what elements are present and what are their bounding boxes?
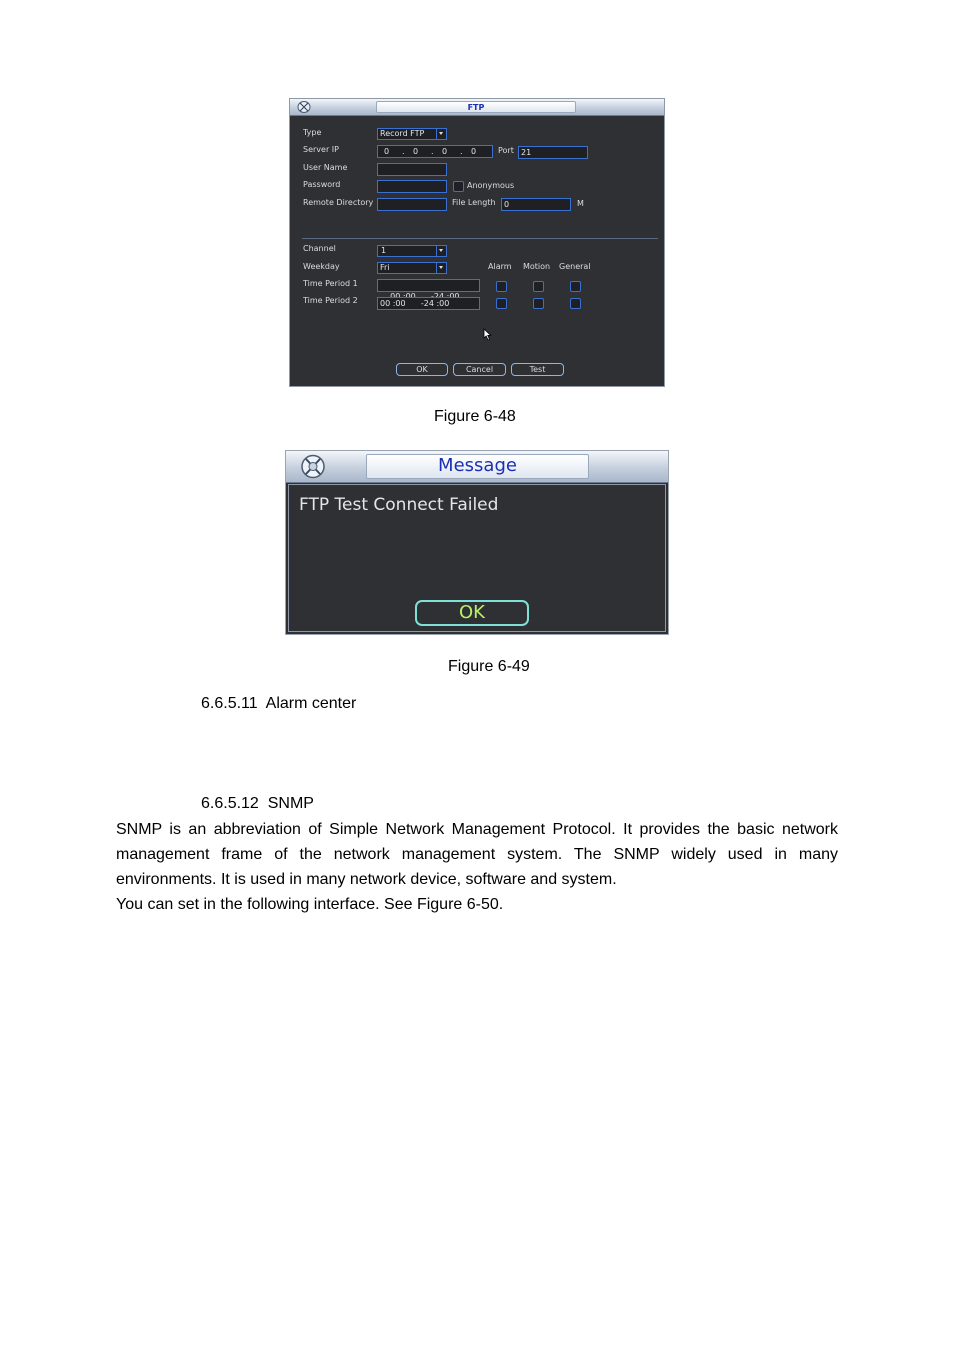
chevron-down-icon <box>436 129 446 139</box>
time-period-2-general-checkbox[interactable] <box>570 298 581 309</box>
chevron-down-icon <box>436 263 446 273</box>
anonymous-label: Anonymous <box>467 181 515 190</box>
server-ip-octet-2: 0 <box>413 147 419 156</box>
ip-dot: . <box>431 147 434 156</box>
type-label: Type <box>303 128 322 137</box>
ftp-dialog <box>289 98 665 387</box>
weekday-select-value: Fri <box>380 263 390 272</box>
type-select-value: Record FTP <box>380 129 425 138</box>
port-input[interactable] <box>518 146 588 159</box>
ok-button[interactable]: OK <box>396 363 448 376</box>
snmp-followup-text: You can set in the following interface. See Figure 6-50. <box>116 896 504 913</box>
message-dialog <box>285 450 669 635</box>
dvr-logo-icon <box>298 453 328 485</box>
message-text: FTP Test Connect Failed <box>299 495 499 515</box>
figure-6-49-caption: Figure 6-49 <box>448 658 530 675</box>
chevron-down-icon <box>436 246 446 256</box>
remote-directory-label: Remote Directory <box>303 198 374 207</box>
time-period-1-motion-checkbox[interactable] <box>533 281 544 292</box>
type-select[interactable] <box>377 128 447 140</box>
port-label: Port <box>498 146 514 155</box>
server-ip-octet-1: 0 <box>384 147 390 156</box>
time-period-1-input[interactable] <box>377 279 480 292</box>
figure-6-48-caption: Figure 6-48 <box>434 408 516 425</box>
port-value: 21 <box>521 148 532 157</box>
ip-dot: . <box>460 147 463 156</box>
time-period-2-motion-checkbox[interactable] <box>533 298 544 309</box>
remote-directory-input[interactable] <box>377 198 447 211</box>
ftp-title-bar <box>290 99 664 116</box>
time-period-2-alarm-checkbox[interactable] <box>496 298 507 309</box>
file-length-input[interactable] <box>501 198 571 211</box>
channel-select[interactable] <box>377 245 447 257</box>
mouse-cursor-icon <box>483 328 492 346</box>
file-length-unit: M <box>577 199 584 208</box>
snmp-description-paragraph: SNMP is an abbreviation of Simple Network Management Protocol. It provides the basic network management frame of the network management system. The SNMP widely used in many environments. It is used in many network device, software and system. <box>116 821 838 888</box>
time-period-2-value: 00 :00 -24 :00 <box>380 299 450 308</box>
time-period-2-label: Time Period 2 <box>303 296 358 305</box>
section-heading-alarm-center: 6.6.5.11 Alarm center <box>201 695 357 712</box>
channel-label: Channel <box>303 244 336 253</box>
time-period-1-label: Time Period 1 <box>303 279 358 288</box>
dvr-logo-icon <box>296 100 312 119</box>
cancel-button[interactable]: Cancel <box>453 363 506 376</box>
alarm-column-header: Alarm <box>488 262 512 271</box>
password-label: Password <box>303 180 341 189</box>
server-ip-octet-4: 0 <box>471 147 477 156</box>
server-ip-octet-3: 0 <box>442 147 448 156</box>
time-period-1-alarm-checkbox[interactable] <box>496 281 507 292</box>
motion-column-header: Motion <box>523 262 551 271</box>
user-name-input[interactable] <box>377 163 447 176</box>
ftp-title: FTP <box>376 101 576 113</box>
section-divider <box>302 238 658 239</box>
message-ok-button[interactable]: OK <box>415 600 529 626</box>
time-period-2-input[interactable] <box>377 297 480 310</box>
server-ip-input[interactable] <box>377 145 493 158</box>
weekday-select[interactable] <box>377 262 447 274</box>
weekday-label: Weekday <box>303 262 340 271</box>
ip-dot: . <box>402 147 405 156</box>
section-heading-snmp: 6.6.5.12 SNMP <box>201 795 314 812</box>
file-length-value: 0 <box>504 200 510 209</box>
anonymous-checkbox[interactable] <box>453 181 464 192</box>
channel-select-value: 1 <box>381 246 387 255</box>
time-period-1-general-checkbox[interactable] <box>570 281 581 292</box>
user-name-label: User Name <box>303 163 348 172</box>
message-title-bar <box>286 451 668 483</box>
file-length-label: File Length <box>452 198 496 207</box>
message-title: Message <box>366 454 589 479</box>
server-ip-label: Server IP <box>303 145 339 154</box>
test-button[interactable]: Test <box>511 363 564 376</box>
password-input[interactable] <box>377 180 447 193</box>
general-column-header: General <box>559 262 591 271</box>
